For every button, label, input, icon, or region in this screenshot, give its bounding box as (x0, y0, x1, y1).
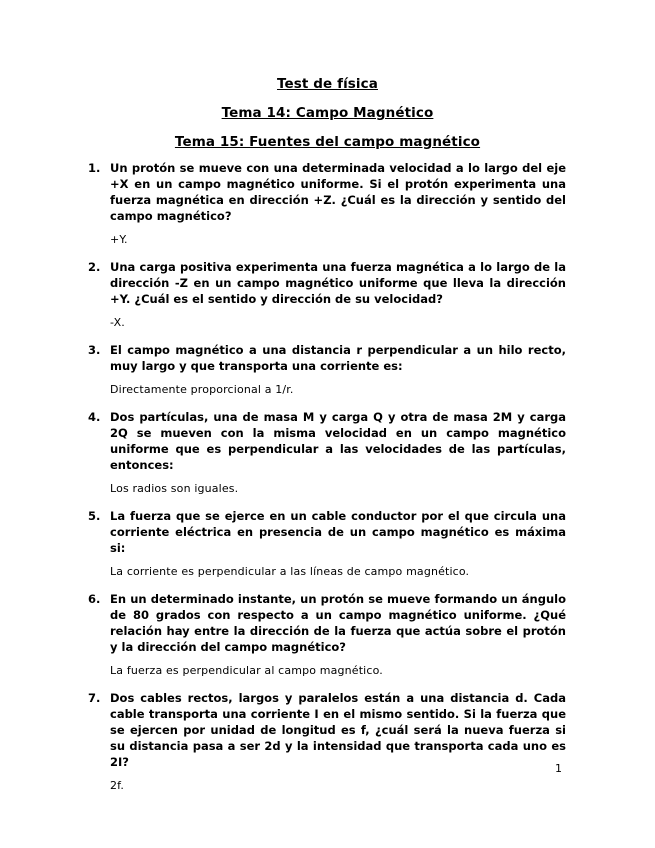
question-answer: +Y. (110, 233, 128, 246)
question-number: 6. (88, 592, 101, 606)
question-answer: 2f. (110, 779, 125, 792)
question-item-3 (88, 342, 566, 397)
question-number: 3. (88, 343, 101, 357)
question-answer: Directamente proporcional a 1/r. (110, 383, 294, 396)
question-text: En un determinado instante, un protón se mueve formando un ángulo de 80 grados con respecto a un campo magnético uniforme. ¿Qué relación hay entre la dirección de la fuerza que actúa sobre el protón y la dirección del campo magnético? (110, 592, 566, 654)
topic-15-heading: Tema 15: Fuentes del campo magnético (174, 134, 481, 150)
question-answer: La fuerza es perpendicular al campo magnético. (110, 664, 383, 677)
question-number: 5. (88, 509, 101, 523)
question-item-6 (88, 591, 566, 678)
question-item-2 (88, 259, 566, 330)
page-number: 1 (555, 762, 562, 775)
question-answer: -X. (110, 316, 125, 329)
question-number: 7. (88, 691, 101, 705)
question-item-1 (88, 160, 566, 247)
question-item-5 (88, 508, 566, 579)
document-title: Test de física (277, 76, 378, 92)
question-text: Dos partículas, una de masa M y carga Q y otra de masa 2M y carga 2Q se mueven con la misma velocidad en un campo magnético uniforme que es perpendicular a las velocidades de las partículas, entonces: (110, 410, 566, 472)
question-text: La fuerza que se ejerce en un cable conductor por el que circula una corriente eléctrica en presencia de un campo magnético es máxima si: (110, 509, 566, 555)
question-item-7 (88, 690, 566, 793)
question-list (88, 160, 566, 805)
question-number: 1. (88, 161, 101, 175)
question-answer: Los radios son iguales. (110, 482, 239, 495)
question-item-4 (88, 409, 566, 496)
question-number: 2. (88, 260, 101, 274)
question-text: Una carga positiva experimenta una fuerza magnética a lo largo de la dirección -Z en un campo magnético uniforme que lleva la dirección +Y. ¿Cuál es el sentido y dirección de su velocidad? (110, 260, 566, 306)
topic-14-heading: Tema 14: Campo Magnético (221, 105, 434, 121)
question-text: El campo magnético a una distancia r perpendicular a un hilo recto, muy largo y que transporta una corriente es: (110, 343, 566, 373)
question-text: Un protón se mueve con una determinada velocidad a lo largo del eje +X en un campo magnético uniforme. Si el protón experimenta una fuerza magnética en dirección +Z. ¿Cuál es la dirección y sentido del campo magnético? (110, 161, 566, 223)
question-answer: La corriente es perpendicular a las líneas de campo magnético. (110, 565, 470, 578)
question-number: 4. (88, 410, 101, 424)
question-text: Dos cables rectos, largos y paralelos están a una distancia d. Cada cable transporta una corriente I en el mismo sentido. Si la fuerza que se ejercen por unidad de longitud es f, ¿cuál será la nueva fuerza si su distancia pasa a ser 2d y la intensidad que transporta cada uno es 2I? (110, 691, 566, 769)
